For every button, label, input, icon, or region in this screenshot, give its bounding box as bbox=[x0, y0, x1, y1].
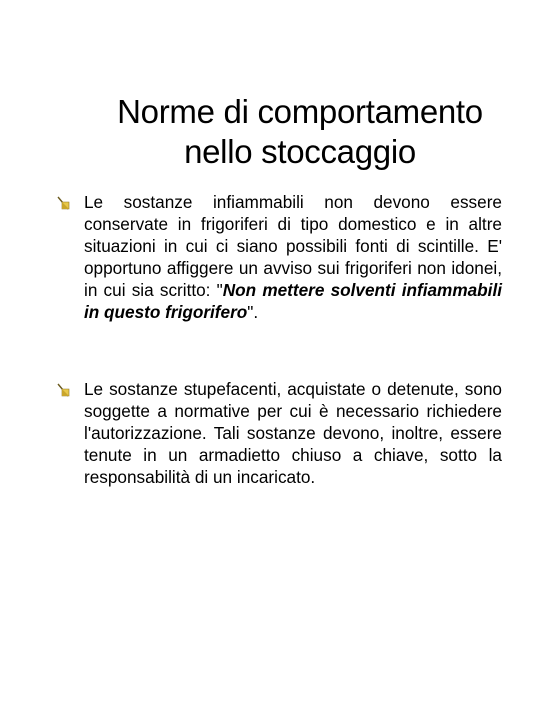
hourglass-bullet-icon bbox=[56, 196, 70, 210]
bullet-text-narcotics: Le sostanze stupefacenti, acquistate o detenute, sono soggette a normative per cui è necessario richiedere l'autorizzazione. Tali sostanze devono, inoltre, essere tenute in un armadietto chiuso a chiave, sotto la responsabilità di un incaricato. bbox=[84, 379, 502, 487]
slide-title-line-1: Norme di comportamento bbox=[117, 93, 483, 131]
hourglass-bullet-icon bbox=[56, 383, 70, 397]
bullet-text-main: Le sostanze infiammabili non devono essere conservate in frigoriferi di tipo domestico e in altre situazioni in cui ci siano possibili fonti di scintille. E' opportuno affiggere un avviso sui frigoriferi non idonei, in cui sia scritto: " bbox=[84, 192, 502, 300]
bullet-text-flammables bbox=[84, 191, 502, 323]
warning-notice-text: Non mettere solventi infiammabili in questo frigorifero bbox=[84, 280, 502, 322]
slide-title-line-2: nello stoccaggio bbox=[184, 133, 416, 171]
bullet-text-closing: ". bbox=[247, 302, 259, 322]
